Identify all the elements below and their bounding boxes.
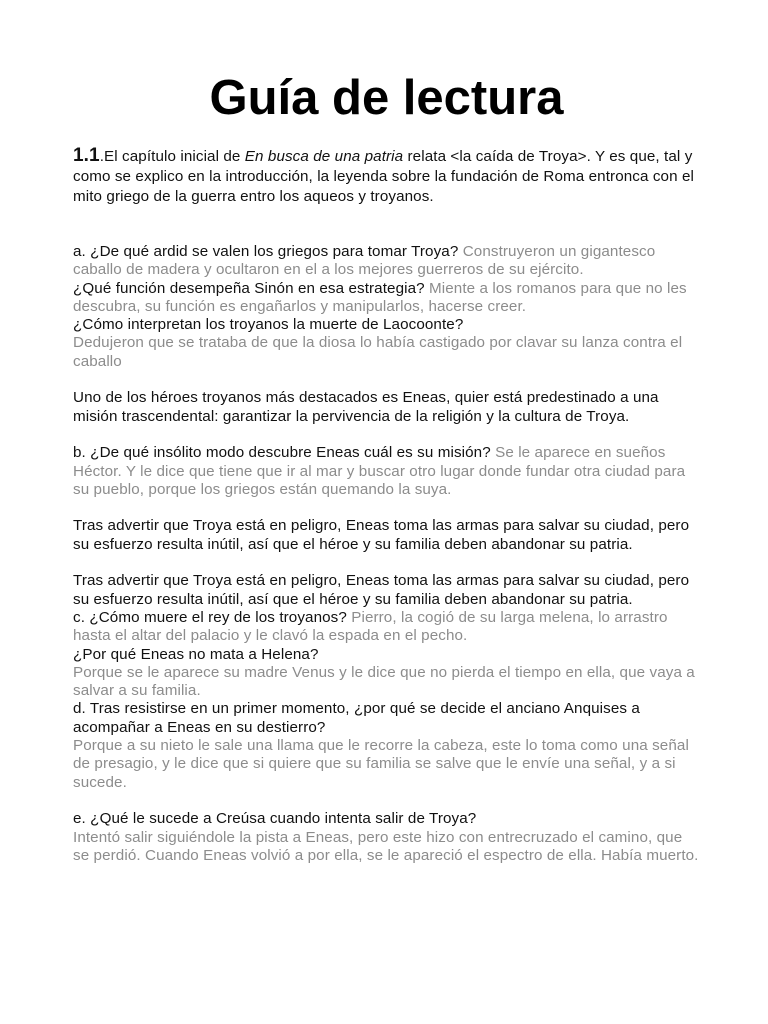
book-title: En busca de una patria [244, 148, 404, 165]
answer-text: Pierro, la cogió de su larga melena, lo arrastro hasta el altar del palacio y le clavó la espada en el pecho. [73, 608, 668, 645]
answer-c-2: Porque se le aparece su madre Venus y le dice que no pierda el tiempo en ella, que vaya a salvar a su familia. [73, 663, 695, 700]
answer-text: Construyeron un gigantesco caballo de madera y ocultaron en el a los mejores guerreros de su ejército. [73, 243, 656, 279]
question-a-1 [73, 243, 700, 280]
answer-text: Miente a los romanos para que no les descubra, su función es engañarlos y manipularlos, hacerse creer. [73, 279, 687, 315]
question-text: ¿Cómo interpretan los troyanos la muerte de Laocoonte? [73, 316, 464, 334]
intro-text-a: .El capítulo inicial de [99, 148, 245, 165]
answer-a-3: Dedujeron que se trataba de que la diosa lo había castigado por clavar su lanza contra el caballo [73, 334, 683, 370]
paragraph-tras-2: Tras advertir que Troya está en peligro, Eneas toma las armas para salvar su ciudad, pero su esfuerzo resulta inútil, así que el héroe y su familia deben abandonar su patria. [73, 572, 690, 608]
question-a-3 [73, 316, 700, 334]
question-b [73, 444, 700, 499]
answer-e: Intentó salir siguiéndole la pista a Eneas, pero este hizo con entrecruzado el camino, que se perdió. Cuando Eneas volvió a por ella, se le apareció el espectro de ella. Había muerto. [73, 828, 699, 864]
question-text: ¿Qué función desempeña Sinón en esa estrategia? [73, 279, 425, 297]
answer-text: Se le aparece en sueños Héctor. Y le dice que tiene que ir al mar y buscar otro lugar donde fundar otra ciudad para su pueblo, porque los griegos están quemando la suya. [73, 444, 686, 498]
paragraph-eneas: Uno de los héroes troyanos más destacados es Eneas, quier está predestinado a una misión trascendental: garantizar la pervivencia de la religión y la cultura de Troya. [73, 389, 659, 425]
section-number: 1.1 [73, 145, 100, 166]
intro-paragraph [73, 146, 700, 207]
paragraph-tras-1: Tras advertir que Troya está en peligro, Eneas toma las armas para salvar su ciudad, pero su esfuerzo resulta inútil, así que el héroe y su familia deben abandonar su patria. [73, 517, 690, 553]
question-text: a. ¿De qué ardid se valen los griegos para tomar Troya? [73, 243, 459, 260]
question-c-2 [73, 646, 700, 664]
question-text: ¿Por qué Eneas no mata a Helena? [73, 645, 319, 663]
question-c-1 [73, 609, 700, 646]
intro-text-b: relata <la caída de Troya>. Y es que, tal y como se explico en la introducción, la leyenda sobre la fundación de Roma entronca con el mito griego de la guerra entro los aqueos y troyanos. [73, 148, 694, 205]
page-title: Guía de lectura [209, 71, 564, 125]
answer-d: Porque a su nieto le sale una llama que le recorre la cabeza, este lo toma como una señal de presagio, y le dice que si quiere que su familia se salve que le envíe una señal, y a si sucede. [73, 737, 689, 791]
question-e: e. ¿Qué le sucede a Creúsa cuando intenta salir de Troya? [73, 810, 477, 828]
question-text: c. ¿Cómo muere el rey de los troyanos? [73, 608, 347, 626]
question-a-2 [73, 280, 700, 317]
question-text: b. ¿De qué insólito modo descubre Eneas cuál es su misión? [73, 444, 491, 462]
question-d: d. Tras resistirse en un primer momento, ¿por qué se decide el anciano Anquises a acompañar a Eneas en su destierro? [73, 700, 640, 736]
